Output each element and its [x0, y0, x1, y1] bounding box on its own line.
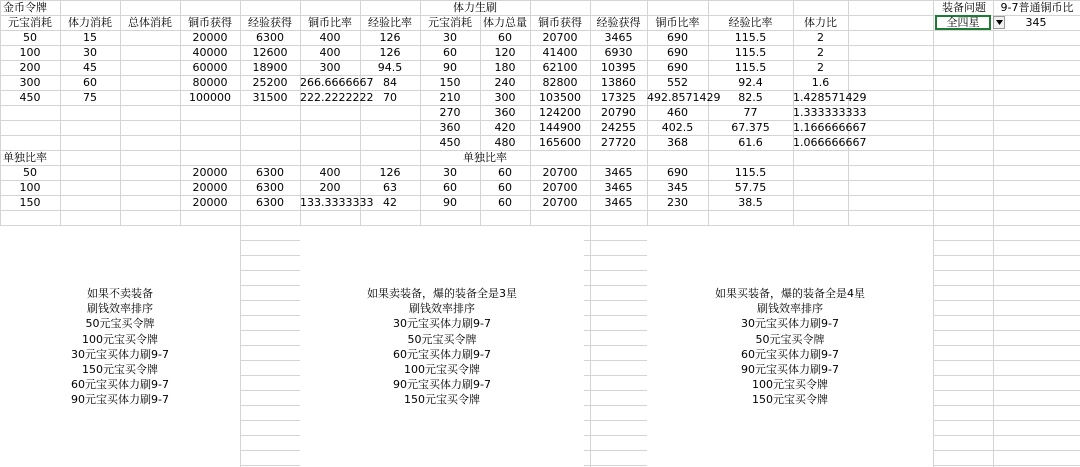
- note-line: 30元宝买体力刷9-7: [71, 347, 169, 361]
- note-line: 150元宝买令牌: [404, 393, 480, 407]
- table-cell[interactable]: 75: [83, 91, 97, 104]
- table-cell[interactable]: 690: [667, 166, 688, 179]
- table-cell[interactable]: 480: [494, 136, 516, 149]
- note-line: 100元宝买令牌: [82, 332, 158, 346]
- table-cell[interactable]: 10395: [601, 61, 636, 74]
- table-cell[interactable]: 200: [19, 61, 41, 74]
- right-single-ratio-label[interactable]: 单独比率: [463, 151, 507, 164]
- dropdown-value: 全四星: [946, 16, 980, 29]
- column-header[interactable]: 元宝消耗: [428, 16, 472, 29]
- header-equip-issue[interactable]: 装备问题: [942, 1, 986, 14]
- column-header[interactable]: 体力比: [804, 16, 837, 29]
- note-line: 60元宝买体力刷9-7: [393, 347, 491, 361]
- table-cell[interactable]: 1.066666667: [793, 136, 867, 149]
- table-cell[interactable]: 62100: [542, 61, 578, 74]
- table-cell[interactable]: 20000: [192, 31, 228, 44]
- table-cell[interactable]: [120, 75, 180, 90]
- table-cell[interactable]: 57.75: [734, 181, 767, 194]
- table-cell[interactable]: 6930: [604, 46, 633, 59]
- table-cell[interactable]: 40000: [192, 46, 228, 59]
- table-cell[interactable]: 270: [439, 106, 461, 119]
- table-cell[interactable]: 6300: [256, 31, 284, 44]
- copper-value-cell[interactable]: 345: [1025, 16, 1047, 29]
- column-header[interactable]: 总体消耗: [128, 16, 172, 29]
- table-cell[interactable]: 94.5: [377, 61, 403, 74]
- table-cell[interactable]: 690: [667, 61, 688, 74]
- grid-hline: [0, 210, 1080, 211]
- note-line: 30元宝买体力刷9-7: [393, 317, 491, 331]
- table-cell[interactable]: [120, 165, 180, 180]
- table-cell[interactable]: 400: [319, 46, 341, 59]
- column-header[interactable]: 铜币获得: [188, 16, 232, 29]
- note-line: 60元宝买体力刷9-7: [741, 347, 839, 361]
- table-cell[interactable]: 120: [494, 46, 516, 59]
- table-cell[interactable]: 60: [498, 196, 512, 209]
- column-header[interactable]: 铜币比率: [655, 16, 700, 29]
- note-line: 50元宝买令牌: [407, 332, 477, 346]
- table-cell[interactable]: 60: [498, 31, 512, 44]
- table-cell[interactable]: [60, 195, 120, 210]
- equip-star-dropdown[interactable]: [935, 15, 991, 30]
- note-line: 刷钱效率排序: [409, 302, 475, 316]
- table-cell[interactable]: 180: [494, 61, 516, 74]
- table-cell[interactable]: 50: [23, 166, 37, 179]
- table-cell[interactable]: 165600: [539, 136, 581, 149]
- note-sell-3star[interactable]: [300, 226, 584, 467]
- table-cell[interactable]: [60, 165, 120, 180]
- note-line: 刷钱效率排序: [87, 302, 153, 316]
- table-cell[interactable]: 50: [23, 31, 37, 44]
- table-cell[interactable]: 126: [379, 31, 401, 44]
- table-cell[interactable]: 300: [494, 91, 516, 104]
- column-header[interactable]: 经验比率: [728, 16, 773, 29]
- table-cell[interactable]: 20000: [192, 166, 228, 179]
- table-cell[interactable]: 84: [383, 76, 397, 89]
- table-cell[interactable]: 400: [319, 31, 341, 44]
- table-cell[interactable]: 2: [817, 31, 824, 44]
- note-line: 如果不卖装备: [87, 287, 153, 300]
- note-line: 90元宝买体力刷9-7: [741, 363, 839, 377]
- note-line: 如果买装备，爆的装备全是4星: [715, 287, 865, 300]
- chevron-down-icon: [996, 20, 1003, 25]
- table-cell[interactable]: 400: [319, 166, 341, 179]
- note-line: 50元宝买令牌: [85, 317, 155, 331]
- column-header[interactable]: 元宝消耗: [8, 16, 52, 29]
- table-cell[interactable]: 2: [817, 61, 824, 74]
- table-cell[interactable]: 6300: [256, 196, 284, 209]
- table-cell[interactable]: 67.375: [731, 121, 770, 134]
- table-cell[interactable]: 25200: [252, 76, 288, 89]
- table-cell[interactable]: [120, 195, 180, 210]
- table-cell[interactable]: 38.5: [738, 196, 763, 209]
- table-cell[interactable]: 60: [498, 166, 512, 179]
- note-line: 150元宝买令牌: [82, 363, 158, 377]
- table-cell[interactable]: 300: [19, 76, 41, 89]
- table-cell[interactable]: 420: [494, 121, 516, 134]
- note-buy-4star[interactable]: [647, 226, 933, 467]
- table-cell[interactable]: 450: [439, 136, 461, 149]
- column-header[interactable]: 经验获得: [248, 16, 292, 29]
- table-cell[interactable]: 63: [383, 181, 397, 194]
- grid-hline: [0, 0, 1080, 1]
- table-cell[interactable]: 20700: [542, 166, 578, 179]
- table-cell[interactable]: 24255: [601, 121, 636, 134]
- table-cell[interactable]: 133.3333333: [300, 196, 374, 209]
- table-cell[interactable]: 17325: [601, 91, 636, 104]
- table-cell[interactable]: 144900: [539, 121, 581, 134]
- table-cell[interactable]: [120, 45, 180, 60]
- table-cell[interactable]: 20700: [542, 181, 578, 194]
- table-cell[interactable]: [120, 30, 180, 45]
- column-header[interactable]: 体力消耗: [68, 16, 112, 29]
- table-cell[interactable]: 126: [379, 46, 401, 59]
- table-cell[interactable]: 266.6666667: [300, 76, 374, 89]
- table-cell[interactable]: 103500: [539, 91, 581, 104]
- grid-hline: [0, 150, 1080, 151]
- dropdown-toggle-button[interactable]: [993, 16, 1005, 29]
- table-cell[interactable]: 3465: [604, 166, 633, 179]
- table-cell[interactable]: [120, 60, 180, 75]
- note-line: 100元宝买令牌: [404, 363, 480, 377]
- table-cell[interactable]: 360: [494, 106, 516, 119]
- table-cell[interactable]: 460: [667, 106, 688, 119]
- column-header[interactable]: 铜币比率: [308, 16, 352, 29]
- table-cell[interactable]: 20000: [192, 181, 228, 194]
- table-cell[interactable]: 150: [19, 196, 41, 209]
- table-cell[interactable]: [120, 90, 180, 105]
- left-single-ratio-label[interactable]: 单独比率: [3, 151, 47, 164]
- table-cell[interactable]: 20700: [542, 31, 578, 44]
- table-cell[interactable]: 115.5: [734, 166, 767, 179]
- header-stamina-farm[interactable]: 体力生刷: [453, 1, 497, 14]
- table-cell[interactable]: 1.6: [811, 76, 830, 89]
- header-copper-ratio-97[interactable]: 9-7普通铜币比: [1000, 1, 1074, 14]
- table-cell[interactable]: 41400: [542, 46, 578, 59]
- table-cell[interactable]: 115.5: [734, 46, 767, 59]
- table-cell[interactable]: 60: [498, 181, 512, 194]
- table-cell[interactable]: 18900: [252, 61, 288, 74]
- note-line: 如果卖装备，爆的装备全是3星: [367, 287, 517, 300]
- table-cell[interactable]: 20000: [192, 196, 228, 209]
- table-cell[interactable]: 61.6: [738, 136, 763, 149]
- table-cell[interactable]: 300: [319, 61, 341, 74]
- note-line: 30元宝买体力刷9-7: [741, 317, 839, 331]
- table-cell[interactable]: 1.333333333: [793, 106, 867, 119]
- table-cell[interactable]: 3465: [604, 31, 633, 44]
- table-cell[interactable]: 492.8571429: [647, 91, 721, 104]
- header-gold-token[interactable]: 金币令牌: [3, 1, 47, 14]
- table-cell[interactable]: 82.5: [738, 91, 763, 104]
- table-cell[interactable]: 368: [667, 136, 688, 149]
- table-cell[interactable]: 3465: [604, 196, 633, 209]
- table-cell[interactable]: 13860: [601, 76, 636, 89]
- table-cell[interactable]: 82800: [542, 76, 578, 89]
- table-cell[interactable]: 345: [667, 181, 688, 194]
- table-cell[interactable]: 6300: [256, 166, 284, 179]
- table-cell[interactable]: 60: [83, 76, 97, 89]
- table-cell[interactable]: 30: [443, 31, 457, 44]
- table-cell[interactable]: 60: [443, 46, 457, 59]
- column-header[interactable]: 体力总量: [483, 16, 527, 29]
- table-cell[interactable]: 42: [383, 196, 397, 209]
- table-cell[interactable]: 240: [494, 76, 516, 89]
- table-cell[interactable]: 60000: [192, 61, 228, 74]
- table-cell[interactable]: 90: [443, 61, 457, 74]
- table-cell[interactable]: 30: [443, 166, 457, 179]
- table-cell[interactable]: 3465: [604, 181, 633, 194]
- table-cell[interactable]: 31500: [252, 91, 288, 104]
- note-no-sell[interactable]: [0, 226, 240, 467]
- note-line: 90元宝买体力刷9-7: [393, 378, 491, 392]
- table-cell[interactable]: 100: [19, 46, 41, 59]
- grid-vline: [993, 0, 994, 467]
- column-header[interactable]: 铜币获得: [538, 16, 582, 29]
- table-cell[interactable]: [120, 180, 180, 195]
- table-cell[interactable]: 6300: [256, 181, 284, 194]
- table-cell[interactable]: 77: [743, 106, 758, 119]
- table-cell[interactable]: [60, 180, 120, 195]
- note-line: 90元宝买体力刷9-7: [71, 393, 169, 407]
- table-cell[interactable]: 210: [439, 91, 461, 104]
- note-line: 刷钱效率排序: [757, 302, 823, 316]
- table-cell[interactable]: 12600: [252, 46, 288, 59]
- table-cell[interactable]: 402.5: [661, 121, 694, 134]
- table-cell[interactable]: 100: [19, 181, 41, 194]
- column-header[interactable]: 经验获得: [596, 16, 641, 29]
- note-line: 50元宝买令牌: [755, 332, 825, 346]
- grid-vline: [933, 0, 934, 467]
- table-cell[interactable]: 690: [667, 46, 688, 59]
- table-cell[interactable]: 20790: [601, 106, 636, 119]
- table-cell[interactable]: 15: [83, 31, 97, 44]
- table-cell[interactable]: 222.2222222: [300, 91, 374, 104]
- table-cell[interactable]: 200: [319, 181, 341, 194]
- table-cell[interactable]: 126: [379, 166, 401, 179]
- table-cell[interactable]: 115.5: [734, 31, 767, 44]
- table-cell[interactable]: 70: [383, 91, 397, 104]
- table-cell[interactable]: 45: [83, 61, 97, 74]
- table-cell[interactable]: 92.4: [738, 76, 763, 89]
- note-line: 60元宝买体力刷9-7: [71, 378, 169, 392]
- table-cell[interactable]: 20700: [542, 196, 578, 209]
- table-cell[interactable]: 230: [667, 196, 688, 209]
- table-cell[interactable]: 552: [667, 76, 688, 89]
- table-cell[interactable]: 1.166666667: [793, 121, 867, 134]
- table-cell[interactable]: 100000: [189, 91, 231, 104]
- table-cell[interactable]: 2: [817, 46, 824, 59]
- table-cell[interactable]: 115.5: [734, 61, 767, 74]
- table-cell[interactable]: 30: [83, 46, 97, 59]
- table-cell[interactable]: 150: [439, 76, 461, 89]
- table-cell[interactable]: 360: [439, 121, 461, 134]
- table-cell[interactable]: 80000: [192, 76, 228, 89]
- table-cell[interactable]: 60: [443, 181, 457, 194]
- table-cell[interactable]: 27720: [601, 136, 636, 149]
- note-line: 150元宝买令牌: [752, 393, 828, 407]
- table-cell[interactable]: 90: [443, 196, 457, 209]
- column-header[interactable]: 经验比率: [368, 16, 412, 29]
- table-cell[interactable]: 124200: [539, 106, 581, 119]
- table-cell[interactable]: 690: [667, 31, 688, 44]
- table-cell[interactable]: 450: [19, 91, 41, 104]
- table-cell[interactable]: 1.428571429: [793, 91, 867, 104]
- note-line: 100元宝买令牌: [752, 378, 828, 392]
